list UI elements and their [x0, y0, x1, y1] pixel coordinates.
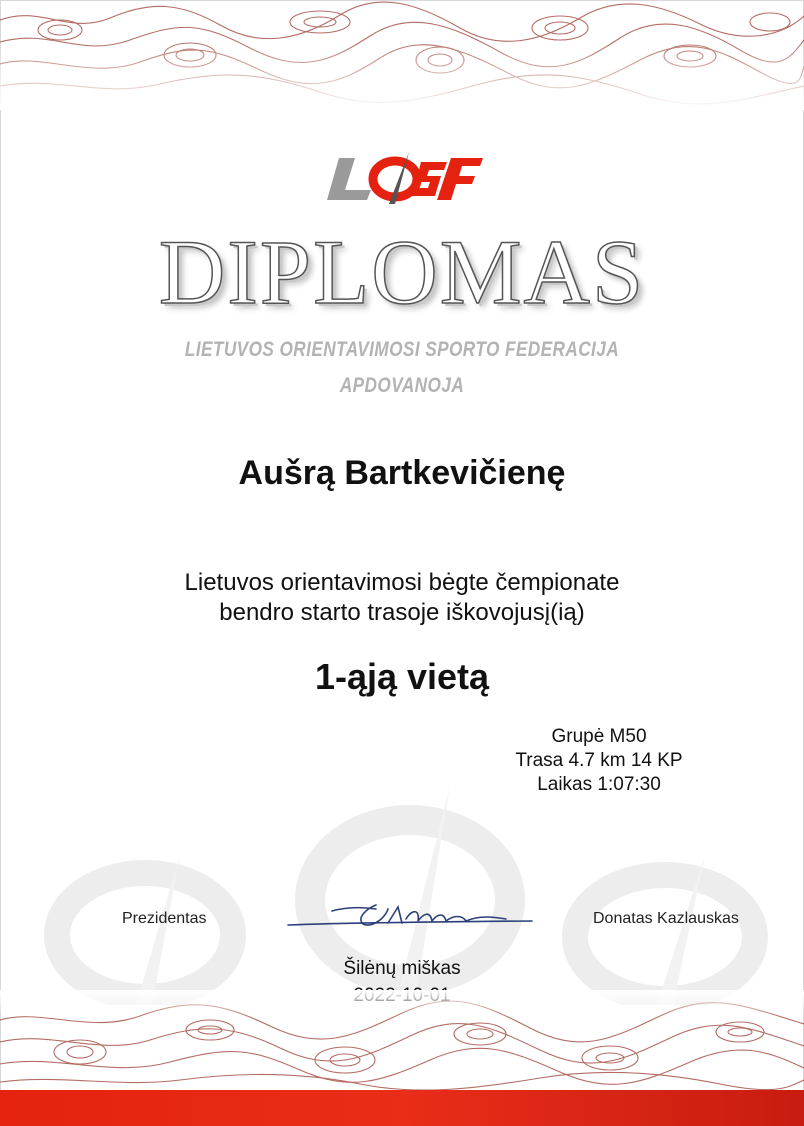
group-info: Grupė M50 — [551, 726, 647, 747]
president-label: Prezidentas — [122, 910, 207, 927]
description-line-1: Lietuvos orientavimosi bėgte čempionate — [184, 569, 620, 596]
handwritten-signature — [284, 895, 534, 935]
topographic-decoration-top — [0, 0, 804, 110]
footer-red-bar — [0, 1090, 804, 1126]
place-result: 1-ąją vietą — [314, 656, 490, 697]
federation-name: LIETUVOS ORIENTAVIMOSI SPORTO FEDERACIJA — [184, 338, 620, 361]
awards-label: APDOVANOJA — [339, 374, 465, 397]
recipient-name: Aušrą Bartkevičienę — [238, 454, 566, 492]
topographic-decoration-bottom — [0, 990, 804, 1090]
time-info: Laikas 1:07:30 — [537, 774, 661, 795]
losf-logo — [325, 152, 487, 204]
signatory-name: Donatas Kazlauskas — [593, 910, 739, 927]
event-location: Šilėnų miškas — [343, 958, 461, 979]
watermark-logo-left — [40, 855, 250, 1005]
watermark-logo-right — [555, 855, 775, 1005]
diploma-title: DIPLOMAS — [158, 221, 646, 323]
description-line-2: bendro starto trasoje iškovojusį(ią) — [219, 599, 585, 626]
course-info: Trasa 4.7 km 14 KP — [515, 750, 683, 771]
